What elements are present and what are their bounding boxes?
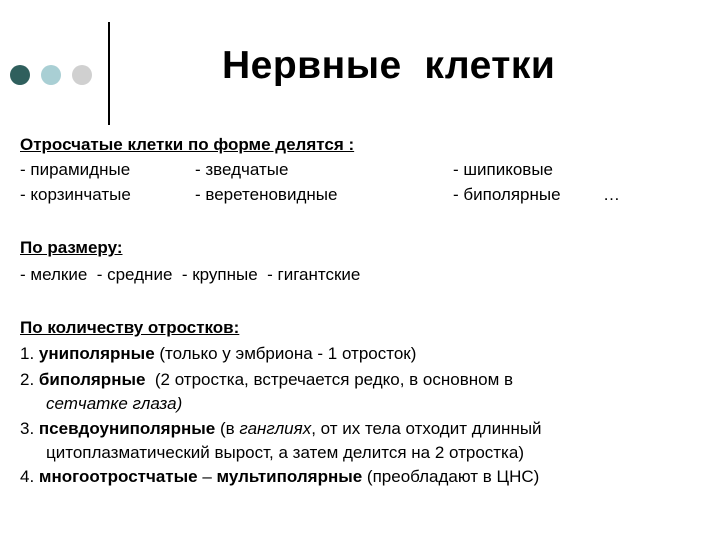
term-multiprocess: многоотростчатые xyxy=(38,467,198,486)
count-item-4 xyxy=(20,467,539,487)
form-item-spiny: - шипиковые xyxy=(453,160,554,179)
count-item-3-cont: цитоплазматический вырост, а затем делится на 2 отростка) xyxy=(46,443,524,462)
slide-title: Нервные клетки xyxy=(222,44,556,87)
form-item-stellate: - зведчатые xyxy=(195,160,289,179)
term-unipolar: униполярные xyxy=(38,344,155,363)
item-text: , от их тела отходит длинный xyxy=(311,419,542,438)
item-text: (2 отростка, встречается редко, в основном в xyxy=(145,370,514,389)
form-item-bipolar: - биполярные xyxy=(453,185,561,204)
term-bipolar: биполярные xyxy=(38,370,146,389)
form-item-ellipsis: … xyxy=(603,185,620,204)
item-number: 3. xyxy=(20,419,39,438)
form-item-fusiform: - веретеновидные xyxy=(195,185,338,204)
form-heading: Отросчатые клетки по форме делятся : xyxy=(20,135,355,154)
size-heading: По размеру: xyxy=(20,238,123,257)
decor-vertical-line xyxy=(108,22,110,125)
item-number: 4. xyxy=(20,467,39,486)
count-item-1 xyxy=(20,344,416,364)
item-text: (в xyxy=(215,419,240,438)
count-heading: По количеству отростков: xyxy=(20,318,240,337)
count-item-2 xyxy=(20,370,513,390)
retina-text: сетчатке глаза) xyxy=(46,394,183,413)
decor-dot-dark xyxy=(10,65,30,85)
term-multipolar: мультиполярные xyxy=(216,467,363,486)
item-text: (преобладают в ЦНС) xyxy=(362,467,540,486)
item-number: 2. xyxy=(20,370,39,389)
count-item-3 xyxy=(20,419,542,439)
decor-dot-light-blue xyxy=(41,65,61,85)
form-item-pyramidal: - пирамидные xyxy=(20,160,131,179)
dash: – xyxy=(197,467,217,486)
item-text: (только у эмбриона - 1 отросток) xyxy=(154,344,417,363)
decor-dot-gray xyxy=(72,65,92,85)
count-item-2-cont xyxy=(46,394,182,414)
form-item-basket: - корзинчатые xyxy=(20,185,131,204)
term-pseudounipolar: псевдоуниполярные xyxy=(38,419,216,438)
size-list: - мелкие - средние - крупные - гигантские xyxy=(20,265,361,284)
ganglia-text: ганглиях xyxy=(239,419,312,438)
item-number: 1. xyxy=(20,344,39,363)
